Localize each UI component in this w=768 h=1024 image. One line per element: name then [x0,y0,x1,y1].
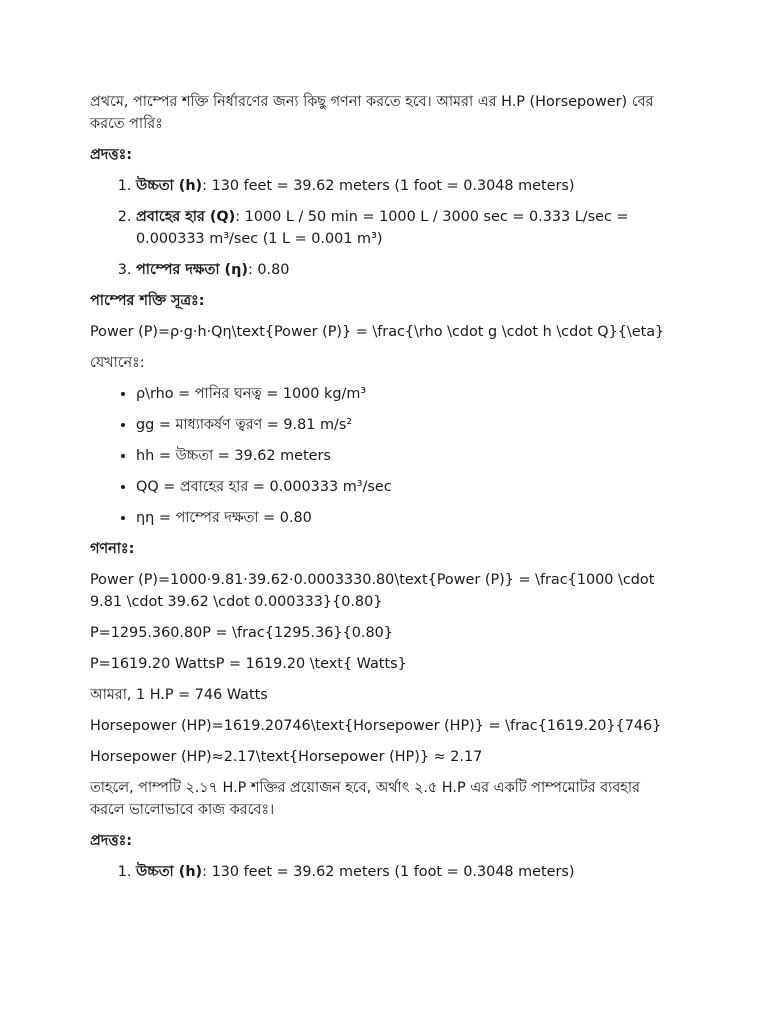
given-heading: প্রদত্তঃ: [90,833,133,849]
calc-line: Horsepower (HP)≈2.17\text{Horsepower (HP)} ≈ 2.17 [90,749,483,765]
given-item [136,206,670,250]
intro-paragraph: প্রথমে, পাম্পের শক্তি নির্ধারণের জন্য কিছু গণনা করতে হবে। আমরা এর H.P (Horsepower) বের করতে পারিঃ [90,94,654,132]
given-item [136,175,670,197]
given-item-label: প্রবাহের হার (Q) [136,209,236,225]
calc-line: P=1619.20 WattsP = 1619.20 \text{ Watts} [90,656,407,672]
given-item-text: : 130 feet = 39.62 meters (1 foot = 0.3048 meters) [202,864,575,880]
where-item: • hh = উচ্চতা = 39.62 meters [136,445,670,467]
calc-line: Horsepower (HP)=1619.20746\text{Horsepower (HP)} = \frac{1619.20}{746} [90,718,662,734]
where-item: • QQ = প্রবাহের হার = 0.000333 m³/sec [136,476,670,498]
calc-line: Power (P)=1000·9.81·39.62·0.0003330.80\text{Power (P)} = \frac{1000 \cdot 9.81 \cdot 39.62 \cdot 0.000333}{0.80} [90,572,655,610]
where-item: • ρ\rho = পানির ঘনত্ব = 1000 kg/m³ [136,383,670,405]
where-list [90,383,670,529]
given-item-text: : 0.80 [247,262,290,278]
document-body [90,91,670,892]
given-item [136,861,670,883]
where-item: • gg = মাধ্যাকর্ষণ ত্বরণ = 9.81 m/s² [136,414,670,436]
formula-heading: পাম্পের শক্তি সূত্রঃ: [90,293,205,309]
given-item-label: পাম্পের দক্ষতা (η) [136,262,248,278]
given-item [136,259,670,281]
given-item-text: : 130 feet = 39.62 meters (1 foot = 0.3048 meters) [202,178,575,194]
given-heading: প্রদত্তঃ: [90,147,133,163]
calc-line: আমরা, 1 H.P = 746 Watts [90,687,268,703]
conclusion-paragraph: তাহলে, পাম্পটি ২.১৭ H.P শক্তির প্রয়োজন হবে, অর্থাৎ ২.৫ H.P এর একটি পাম্পমোটর ব্যবহার করলে ভালোভাবে কাজ করবেঃ। [90,780,640,818]
formula-line: Power (P)=ρ·g·h·Qη\text{Power (P)} = \frac{\rho \cdot g \cdot h \cdot Q}{\eta} [90,324,665,340]
given-item-label: উচ্চতা (h) [136,178,203,194]
calc-line: P=1295.360.80P = \frac{1295.36}{0.80} [90,625,393,641]
given-item-text: : 1000 L / 50 min = 1000 L / 3000 sec = 0.333 L/sec = 0.000333 m³/sec (1 L = 0.001 m³) [136,209,629,247]
given-list [90,175,670,281]
calc-heading: গণনাঃ: [90,541,135,557]
where-item: • ηη = পাম্পের দক্ষতা = 0.80 [136,507,670,529]
given-item-label: উচ্চতা (h) [136,864,203,880]
where-label: যেখানেঃ: [90,355,145,371]
given-list [90,861,670,883]
